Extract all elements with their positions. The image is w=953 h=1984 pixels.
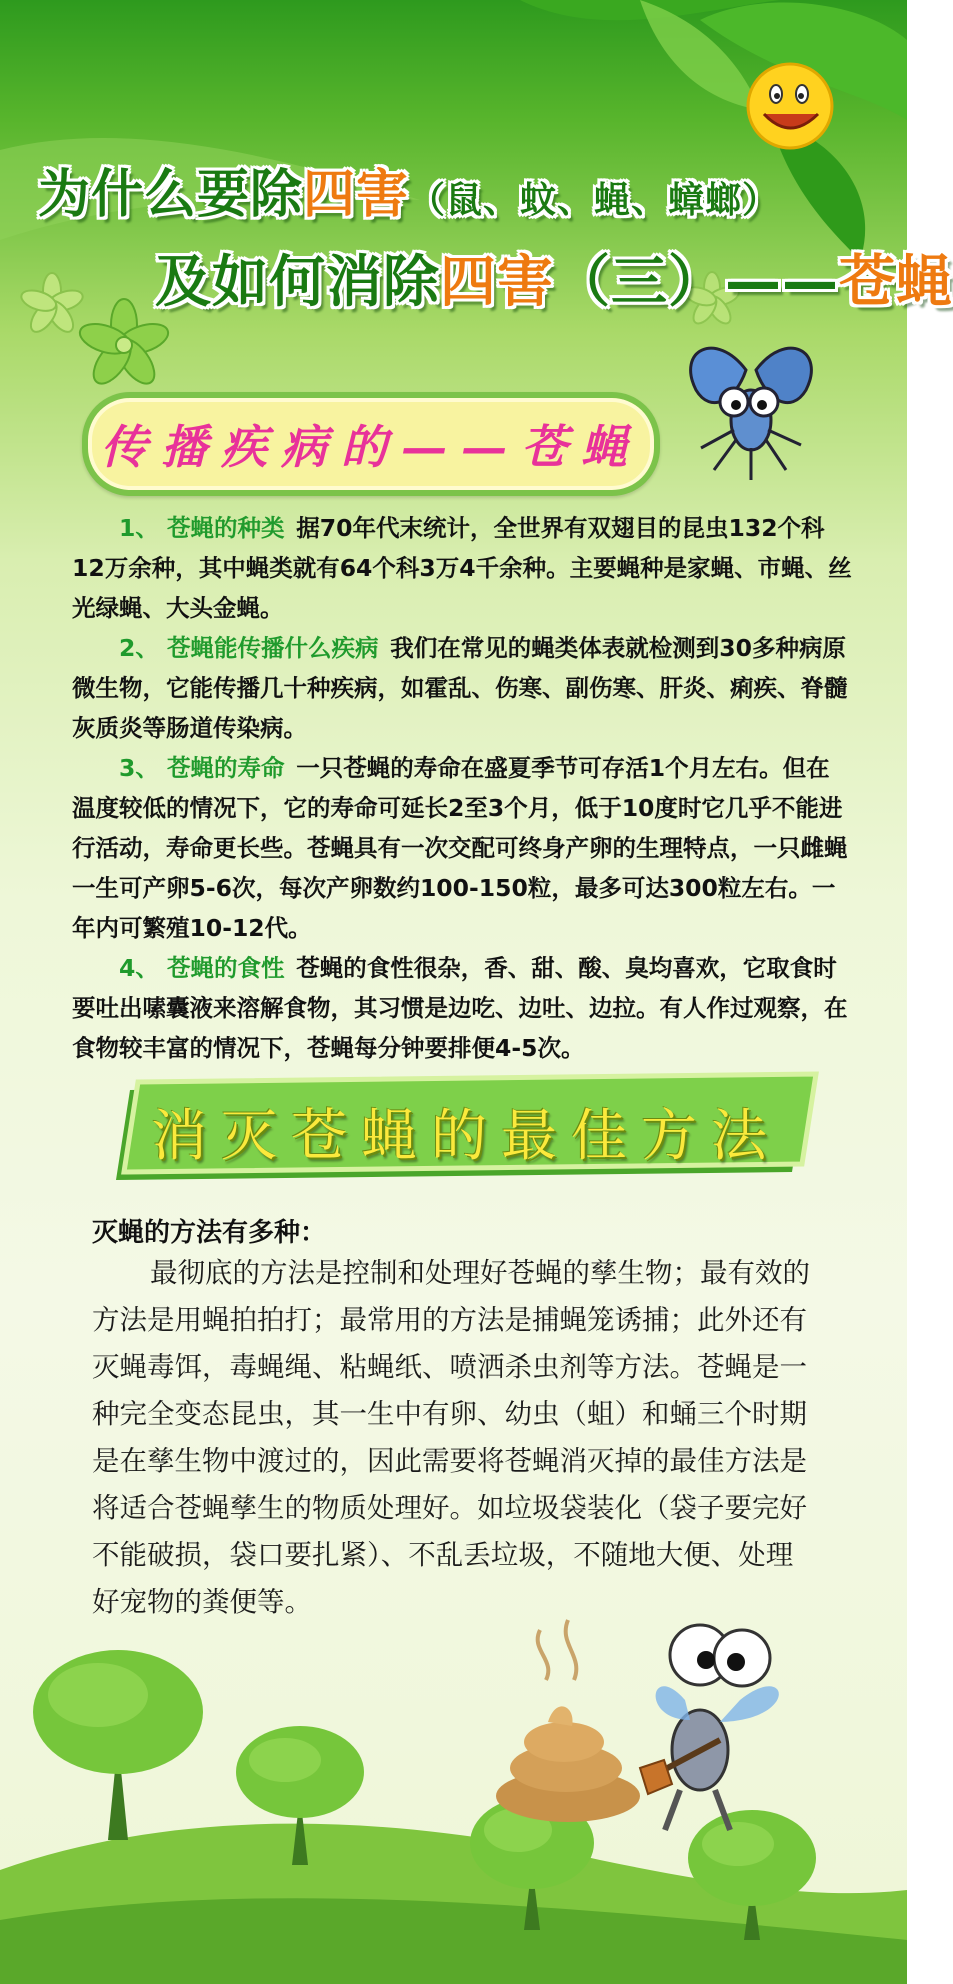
title-part-number: （三） bbox=[554, 250, 725, 315]
methods-banner bbox=[116, 1080, 816, 1190]
poster-title-line-1 bbox=[38, 152, 779, 227]
fact-body: 苍蝇的食性很杂，香、甜、酸、臭均喜欢，它取食时要吐出嗉囊液来溶解食物，其习惯是边吃、边吐、边拉。有人作过观察，在食物较丰富的情况下，苍蝇每分钟要排便4-5次。 bbox=[72, 954, 848, 1062]
fact-heading: 3、 苍蝇的寿命 bbox=[119, 754, 285, 782]
fact-body: 我们在常见的蝇类体表就检测到30多种病原微生物，它能传播几十种疾病，如霍乱、伤寒、副伤寒、肝炎、痢疾、脊髓灰质炎等肠道传染病。 bbox=[72, 634, 848, 742]
tree-icon bbox=[33, 1650, 203, 1840]
fly-with-shovel-icon bbox=[640, 1625, 779, 1830]
subtitle-text: 传播疾病的——苍蝇 bbox=[101, 420, 641, 474]
fly-icon bbox=[676, 330, 826, 490]
methods-body: 最彻底的方法是控制和处理好苍蝇的孳生物；最有效的方法是用蝇拍拍打；最常用的方法是捕蝇笼诱捕；此外还有灭蝇毒饵，毒蝇绳、粘蝇纸、喷洒杀虫剂等方法。苍蝇是一种完全变态昆虫，其一生中有卵、幼虫（蛆）和蛹三个时期是在孳生物中渡过的，因此需要将苍蝇消灭掉的最佳方法是将适合苍蝇孳生的物质处理好。如垃圾袋装化（袋子要完好不能破损，袋口要扎紧）、不乱丢垃圾，不随地大便、处理好宠物的粪便等。 bbox=[92, 1257, 810, 1618]
title-highlight: 四害 bbox=[303, 165, 410, 225]
facts-section bbox=[72, 508, 852, 1068]
fact-body: 一只苍蝇的寿命在盛夏季节可存活1个月左右。但在温度较低的情况下，它的寿命可延长2至3个月，低于10度时它几乎不能进行活动，寿命更长些。苍蝇具有一次交配可终身产卵的生理特点，一只雌蝇一生可产卵5-6次，每次产卵数约100-150粒，最多可达300粒左右。一年内可繁殖10-12代。 bbox=[72, 754, 848, 942]
smiley-sun-icon bbox=[740, 56, 840, 156]
fact-heading: 4、 苍蝇的食性 bbox=[119, 954, 285, 982]
fact-heading: 1、 苍蝇的种类 bbox=[119, 514, 285, 542]
methods-title: 灭蝇的方法有多种： bbox=[92, 1218, 327, 1248]
title-highlight: 四害 bbox=[440, 250, 554, 315]
fact-paragraph bbox=[72, 948, 852, 1068]
title-text: 及如何消除 bbox=[155, 250, 440, 315]
fact-paragraph bbox=[72, 628, 852, 748]
title-parenthetical: （鼠、蚊、蝇、蟑螂） bbox=[409, 180, 780, 221]
poop-icon bbox=[496, 1620, 640, 1822]
poster-title-line-2 bbox=[155, 238, 953, 318]
bottom-decoration bbox=[0, 1600, 907, 1984]
title-text: 为什么要除 bbox=[38, 165, 304, 225]
flower-icon bbox=[19, 273, 85, 336]
fact-heading: 2、 苍蝇能传播什么疾病 bbox=[119, 634, 379, 662]
fact-body: 据70年代末统计，全世界有双翅目的昆虫132个科12万余种，其中蝇类就有64个科3万4千余种。主要蝇种是家蝇、市蝇、丝光绿蝇、大头金蝇。 bbox=[72, 514, 852, 622]
title-highlight-fly: 苍蝇 bbox=[839, 250, 953, 315]
fact-paragraph bbox=[72, 748, 852, 948]
subtitle-pill bbox=[82, 392, 660, 496]
fact-paragraph bbox=[72, 508, 852, 628]
title-dash: —— bbox=[725, 250, 839, 315]
banner-text: 消灭苍蝇的最佳方法 bbox=[151, 1104, 781, 1169]
